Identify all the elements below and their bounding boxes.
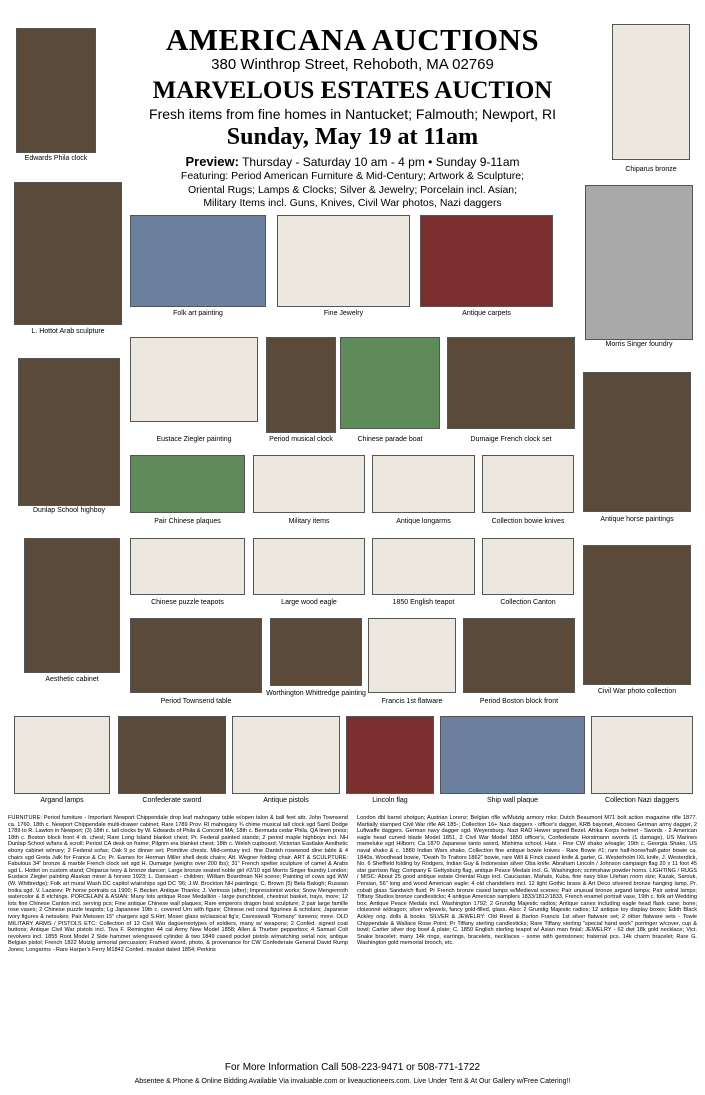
caption: Collection Nazi daggers: [605, 797, 679, 804]
military-items-photo: [253, 455, 365, 513]
bronze-photo: [612, 24, 690, 160]
auction-house-title: AMERICANA AUCTIONS: [165, 22, 540, 57]
lot-descriptions-right: London dbl barrel shotgun; Austrian Lorenz; Belgian rifle w/Mutzig armory mks; Dutch Beaumont M71 bolt action magazine rifle 1877. Martially stamped Civil War rifle AR 185-; Collection 16+ Nazi daggers - officer's dagger, KRB bayonet, Alcoseo German army dagger, 2 Luftwaffe daggers. German navy dagger sgd. Weyersburg. Nazi RAD Hewer signed Bezel. Afrika Korps helmet - Swords - 2 American eagle head curved blade Model 1851, 2 Civil War Model 1850 officer's, Confederate Horstmann swords (1 damage), US Marines mameluke sgd Hilborn; Ca 1870 Japanese tanto sword, Mishima school. Hats - Fine CW shako w/eagle; 19th c. Georgia Shako, US naval shako & c. 1880 Indian Wars shako. Collection fine antique bowie knives - Rare Bowie #1; rare half-horse/half-gator bowie ca. 1840s, Woodhead bowie, "Death To Traitors 1862" bowie, rare Will & Finck cased knife & garter, G. Westerholm IXL knife, J. Westerdick, No. 6 Sheffield folding by Rodgers, Indian Guy & Indonesian silver Oba knife. Abraham Lincoln / Johnson campaign flag 20 x 11 foot 45 star garrison flag; Company E Gettysburg flag, antique Peace Medals incl. G. Washington; scrimshaw powder horns. LIGHTING / RUGS / MISC: About 25 good antique estate Oriental Rugs incl. Caucasian, Mahals, Kuba, fine navy blue Lilehan room size; Kazak, Sarouk, Persian, 56" long and wood American eagle; 4 old chandeliers incl. 12 light Gothic brass & Art Deco silvered bronze hanging lamp. Pr. cobalt glass Sandwich fluid; Pr French bronze cased lamps w/Medieval scenes; Pair unusual bronze argand lamps; Pair astral lamps; Tiffany Studios bronze candlesticks; 4 antique American samplers 1833/1812/1833, French enamel portrait vase, 19th c. folk art Wedding box; Antique Peace Medals incl. Washington 1792; 2 Grundig Majestic radios; Antique canes including eagle head flask cane; bone; cloisonné w/dragon; silver w/jewels, fancy gold-filled, glass. Also: 2 Grundig Majestic radios; 12 antique toy display boxes; Edith Black Ackley orig. dolls & books. SILVER & JEWELRY: Old Reed & Barton Francis 1st silver flatware set; 2 other flatware sets - Towle Chippendale & Wallace Rose Point; Pr Tiffany sterling candlesticks; Rare Tiffany sterling "special hand work" porringer w/cover, cup & bowl; Cartier silver dog bowl & plate; C. 1850 English sterling teapot w/ Asian man finial; JEWELRY - 62 dwt 18k gold necklace; Vict. Snake bracelet; many 14k rings, earrings, bracelets, necklaces - some with gemstones; fraternal pcs. 14k charm bracelet; Rare G. Washington gold memorial brooch, etc.: [357, 815, 697, 947]
jewelry-photo: [277, 215, 410, 307]
caption: Military items: [288, 518, 330, 525]
auction-date: Sunday, May 19 at 11am: [226, 124, 479, 150]
preview-label: Preview:: [185, 154, 239, 169]
canton-photo: [482, 538, 574, 595]
caption: Dumaige French clock set: [470, 436, 552, 443]
flatware-photo: [368, 618, 456, 693]
caption: Confederate sword: [142, 797, 202, 804]
caption: Antique horse paintings: [600, 516, 674, 523]
caption: Antique longarms: [396, 518, 451, 525]
musical-clock-photo: [266, 337, 336, 433]
horse-paintings-photo: [583, 372, 691, 512]
plaques-photo: [130, 455, 245, 513]
caption: Lincoln flag: [372, 797, 408, 804]
caption: Period Townsend table: [160, 698, 232, 705]
foundry-bronze-photo: [585, 185, 693, 340]
caption: Chinese puzzle teapots: [151, 599, 224, 606]
whittredge-painting-photo: [270, 618, 362, 686]
confederate-sword-photo: [118, 716, 226, 794]
lincoln-flag-photo: [346, 716, 434, 794]
pistols-photo: [232, 716, 340, 794]
caption: Collection bowie knives: [491, 518, 565, 525]
caption: Argand lamps: [40, 797, 84, 804]
caption: Civil War photo collection: [597, 688, 677, 695]
clock-set-photo: [447, 337, 575, 429]
sculpture-photo: [14, 182, 122, 325]
caption: Edwards Phila clock: [24, 155, 88, 162]
bowie-knives-photo: [482, 455, 574, 513]
carpet-photo: [420, 215, 553, 307]
eagle-photo: [253, 538, 365, 595]
ziegler-painting-photo: [130, 337, 258, 422]
caption: Ship wall plaque: [487, 797, 538, 804]
aesthetic-cabinet-photo: [24, 538, 120, 673]
caption: Antique carpets: [462, 310, 511, 317]
civil-war-photo: [583, 545, 691, 685]
highboy-photo: [18, 358, 120, 506]
puzzle-teapots-photo: [130, 538, 245, 595]
english-teapot-photo: [372, 538, 475, 595]
address: 380 Winthrop Street, Rehoboth, MA 02769: [211, 56, 494, 73]
contact-info: For More Information Call 508-223-9471 or 508-771-1722: [224, 1062, 481, 1073]
featuring-list: Featuring: Period American Furniture & Mid-Century; Artwork & Sculpture; Oriental Rugs; Lamps & Clocks; Silver & Jewelry; Porcelain incl. Asian; Military Items incl. Guns, Knives, Civil War photos, Nazi daggers: [180, 170, 525, 209]
caption: Pair Chinese plaques: [154, 518, 221, 525]
caption: Eustace Ziegler painting: [156, 436, 232, 443]
caption: Period Boston block front: [479, 698, 559, 705]
parade-boat-photo: [340, 337, 440, 429]
caption: Antique pistols: [263, 797, 309, 804]
argand-lamps-photo: [14, 716, 110, 794]
caption: Chinese parade boat: [357, 436, 423, 443]
block-front-photo: [463, 618, 575, 693]
clock-photo: [16, 28, 96, 153]
caption: Morris Singer foundry: [605, 341, 673, 348]
bidding-info: Absentee & Phone & Online Bidding Available Via invaluable.com or liveauctioneers.com. Live Under Tent & At Our Gallery w/Free Catering!!: [134, 1078, 571, 1085]
painting-photo: [130, 215, 266, 307]
caption: Large wood eagle: [281, 599, 337, 606]
preview-hours: [0, 154, 705, 169]
tagline: Fresh items from fine homes in Nantucket; Falmouth; Newport, RI: [149, 106, 556, 122]
townsend-table-photo: [130, 618, 262, 693]
caption: Chiparus bronze: [625, 166, 677, 173]
caption: Francis 1st flatware: [381, 698, 443, 705]
caption: L. Hottot Arab sculpture: [31, 328, 105, 335]
auction-subtitle: MARVELOUS ESTATES AUCTION: [152, 77, 553, 104]
caption: Period musical clock: [269, 436, 333, 443]
caption: Fine Jewelry: [323, 310, 364, 317]
caption: Dunlap School highboy: [33, 507, 105, 514]
lot-descriptions-left: FURNITURE: Period furniture - Important Newport Chippendale drop leaf mahogany table w/open talon & ball feet attr. John Townsend ca. 1760. 18th c. Newport Chippendale multi-drawer cabinet; Rare 1789 Prov. RI mahogany ¾ chime musical tall clock sgd Saml Dodge 1789 to R. Lawton in Newport; (3) 18th c. tall clocks by W. Edwards of Phila & Concord MA; 18th c. Bermuda cedar Phila. QA linen press; 18th c. Boston block front 4 dr. chest; Rare Long Island blanket chest; Pr. Federal painted stands; 2 period maple highboys incl. NH Dunlap School w/fans & scroll; Period CA desk on frame; Pilgrim era blanket chest; 18th c. Welsh cupboard; Victorian Eastlake Aesthetic ebony cabinet w/mary; 2 Federal sofas; Oak 9 pc dinner set; Primitive chests. Mid-century incl. fine Danish rosewood dine table & 4 chairs sgd Greta Jalk for France & Co; Pr. Eames for Herman Miller shell desk chairs; Att. Wegner folding chair. ART & SCULPTURE: Fabulous 34" bronze & marble French clock set sgd H. Dumaige (weighs over 200 lbs); 31" French spelter sculpture of camel & Arabs sgd L. Hottot on custom stand; Chiparus ivory & bronze dancer; Large bronze seated noble girl #2/10 sgd Morris Singer foundry London; Eustace Ziegler painting Alaskan miner & horses 1923; L. Danseart - children; William Boardman NH scene; Painting of cows sgd WW (W. Whittredge); Folk art mural Wash DC capitol w/airships sgd DC '96; J.W. Brockton NH paintings; C. Brown (5) Bela Balogh; Russian troika sgd. V. Lazarev; Pr horse portraits ca 1900; F. Becker. Antique Thanks; J. Verinoss (after); Impressionist works; Snow Mengenroth watercolor & 8 etchings. PORCELAIN & ASIAN: Many lots antique Rose Medallion - large punchbowl, chestnut basket, trays, more; 12 lots fine Chinese Canton incl. serving pcs; Fine antique Chinese wall plaques; Rare emperors dragon boat sculpture; 2 pair large famille rose vases; 2 Chinese puzzle teapots; Lg Japanese 19th c. covered Urn with figure; Chinese red coral figurines & scholars; Japanese ivory figures & netsukes; Pair Meissen 15" chargers sgd S.Hirt; Moser glass w/classical fig's; Cavesswall "Romany" tureens; more. OLD MILITARY ARMS / PISTOLS ETC: Collection of 12 Civil War daguerreotypes of soldiers, many w/ weapons; 2 Confed. signed coat buttons; Antique Civil War pistols incl. Tiva F. Remington 44 cal Army New Model 1858; Allen & Thurber pepperbox; 4 Samuel Colt revolvers incl. 1855 Root Model 2 Side hammer w/engraved cylinder & two 1849 cased pocket pistols w/matching serial nos; antique Belgian pistol; French 1822 Mutzig armorial percussion; Framed sword, photo, & provenance for CW Confederate General David Rump Jones; Longarms - Rare Harper's Ferry M1842 Confed. musket dated 1854; Perkins: [8, 815, 348, 953]
nazi-daggers-photo: [591, 716, 693, 794]
caption: 1850 English teapot: [392, 599, 455, 606]
caption: Folk art painting: [173, 310, 223, 317]
preview-text: Thursday - Saturday 10 am - 4 pm • Sunday 9-11am: [242, 155, 520, 169]
caption: Worthington Whittredge painting: [266, 690, 366, 697]
longarms-photo: [372, 455, 475, 513]
caption: Collection Canton: [500, 599, 556, 606]
caption: Aesthetic cabinet: [45, 676, 99, 683]
ship-plaque-photo: [440, 716, 585, 794]
